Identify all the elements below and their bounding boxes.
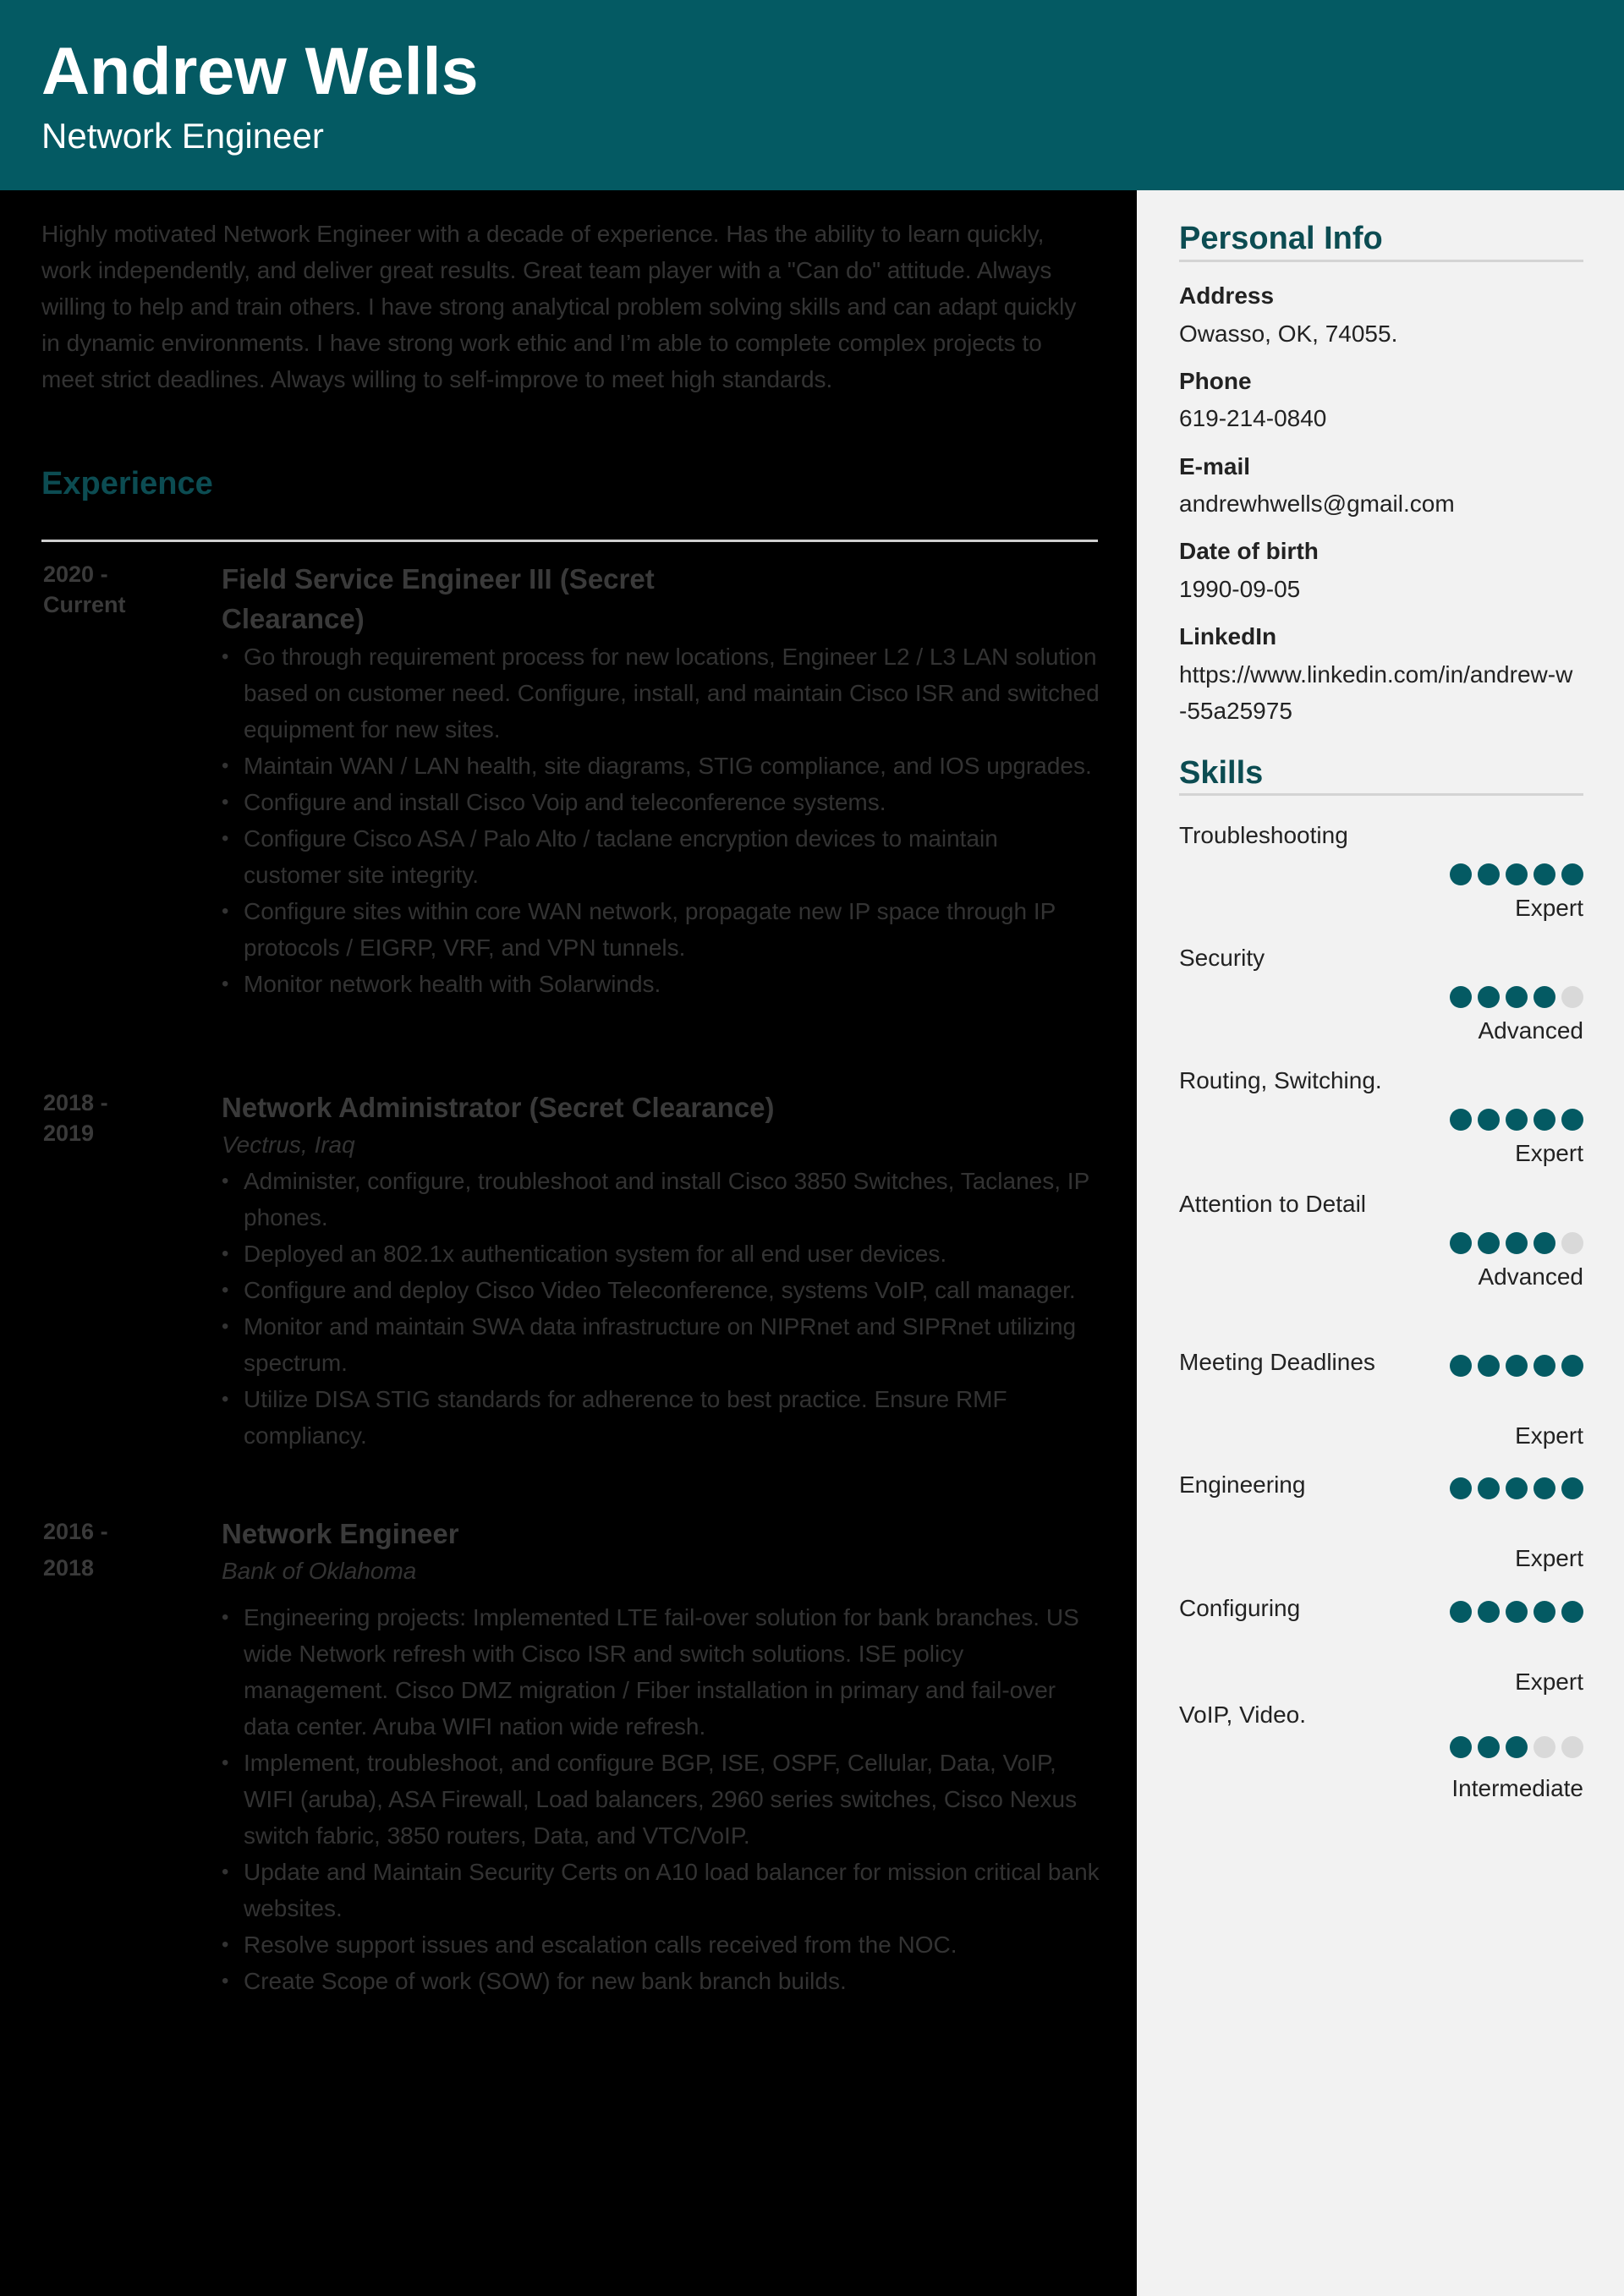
job-bullet: • Monitor and maintain SWA data infrastructure on NIPRnet and SIPRnet utilizing spectrum. — [222, 1308, 1101, 1381]
skills-divider — [1179, 793, 1583, 796]
rating-dot-filled — [1561, 1109, 1583, 1131]
skill-name: Attention to Detail — [1179, 1191, 1367, 1217]
job-dates: 2020 - Current — [43, 562, 126, 617]
rating-dot-filled — [1533, 1477, 1555, 1499]
job-bullet: • Create Scope of work (SOW) for new bank branch builds. — [222, 1963, 1101, 1999]
skill-name: Configuring — [1179, 1595, 1301, 1621]
rating-dot-filled — [1561, 863, 1583, 885]
rating-dot-filled — [1506, 1232, 1528, 1254]
job-dates: 2016 - 2018 — [43, 1519, 108, 1581]
rating-dot-filled — [1450, 986, 1472, 1008]
rating-dot-filled — [1561, 1477, 1583, 1499]
job-dates: 2018 - 2019 — [43, 1090, 108, 1146]
rating-dot-filled — [1478, 1109, 1500, 1131]
skill-rating — [1450, 1109, 1583, 1131]
rating-dot-filled — [1561, 1601, 1583, 1623]
skill-rating — [1450, 1601, 1583, 1623]
candidate-name: Andrew Wells — [41, 33, 479, 108]
job-company: Bank of Oklahoma — [222, 1558, 417, 1584]
skill-level: Expert — [1515, 1422, 1583, 1449]
job-bullet: • Administer, configure, troubleshoot and install Cisco 3850 Switches, Taclanes, IP phones. — [222, 1163, 1101, 1236]
job-bullets — [222, 1599, 1101, 1999]
rating-dot-filled — [1506, 1109, 1528, 1131]
job-bullet: • Configure sites within core WAN network, propagate new IP space through IP protocols / EIGRP, VRF, and VPN tunnels. — [222, 893, 1101, 966]
rating-dot-filled — [1450, 1355, 1472, 1377]
job-body — [222, 1088, 1101, 1454]
candidate-role: Network Engineer — [41, 116, 324, 156]
rating-dot-filled — [1478, 1477, 1500, 1499]
rating-dot-filled — [1506, 1355, 1528, 1377]
job-bullet: • Update and Maintain Security Certs on A10 load balancer for mission critical bank websites. — [222, 1854, 1101, 1926]
job-bullet: • Engineering projects: Implemented LTE fail-over solution for bank branches. US wide Network refresh with Cisco ISR and switch solutions. ISE policy management. Cisco DMZ migration / Fiber installation in primary and fail-over data center. Aruba WIFI nation wide refresh. — [222, 1599, 1101, 1745]
skill-level: Expert — [1515, 1545, 1583, 1571]
rating-dot-filled — [1506, 986, 1528, 1008]
rating-dot-filled — [1533, 1109, 1555, 1131]
skill-name: VoIP, Video. — [1179, 1701, 1306, 1728]
rating-dot-filled — [1506, 1477, 1528, 1499]
dob-value: 1990-09-05 — [1179, 576, 1301, 602]
rating-dot-filled — [1450, 1477, 1472, 1499]
job-bullet: • Utilize DISA STIG standards for adherence to best practice. Ensure RMF compliancy. — [222, 1381, 1101, 1454]
phone-value: 619-214-0840 — [1179, 405, 1327, 431]
personal-info-heading: Personal Info — [1179, 221, 1383, 256]
skill-name: Troubleshooting — [1179, 822, 1348, 848]
job-body — [222, 559, 1101, 1002]
rating-dot-filled — [1533, 1355, 1555, 1377]
job-bullet: • Go through requirement process for new locations, Engineer L2 / L3 LAN solution based on customer need. Configure, install, and maintain Cisco ISR and switched equipment for new sites. — [222, 638, 1101, 748]
resume-header — [0, 0, 1624, 190]
experience-divider — [41, 540, 1098, 542]
skill-rating — [1450, 863, 1583, 885]
rating-dot-filled — [1561, 1355, 1583, 1377]
rating-dot-filled — [1478, 1232, 1500, 1254]
skill-level: Expert — [1515, 1669, 1583, 1695]
skill-level: Intermediate — [1451, 1775, 1583, 1801]
rating-dot-filled — [1506, 1601, 1528, 1623]
address-value: Owasso, OK, 74055. — [1179, 321, 1398, 347]
job-bullet: • Deployed an 802.1x authentication system for all end user devices. — [222, 1236, 1101, 1272]
rating-dot-filled — [1450, 1601, 1472, 1623]
rating-dot-filled — [1506, 863, 1528, 885]
rating-dot-filled — [1533, 1601, 1555, 1623]
skill-name: Routing, Switching. — [1179, 1067, 1382, 1093]
address-label: Address — [1179, 282, 1275, 309]
skill-name: Engineering — [1179, 1471, 1306, 1498]
job-bullets — [222, 638, 1101, 1002]
job-bullet: • Configure and install Cisco Voip and teleconference systems. — [222, 784, 1101, 820]
skill-rating — [1450, 1355, 1583, 1377]
skills-heading: Skills — [1179, 755, 1264, 791]
linkedin-value: https://www.linkedin.com/in/andrew-w-55a25975 — [1179, 661, 1573, 724]
sidebar — [1137, 190, 1624, 2296]
rating-dot-filled — [1478, 863, 1500, 885]
summary-text: Highly motivated Network Engineer with a decade of experience. Has the ability to learn quickly, work independently, and deliver great results. Great team player with a "Can do" attitude. Always willing to help and train others. I have strong analytical problem solving skills and can adapt quickly in dynamic environments. I have strong work ethic and I’m able to complete complex projects to meet strict deadlines. Always willing to self-improve to meet high standards. — [41, 221, 1077, 392]
skill-rating — [1450, 986, 1583, 1008]
job-title: Network Administrator (Secret Clearance) — [222, 1092, 775, 1123]
rating-dot-filled — [1533, 863, 1555, 885]
rating-dot-filled — [1478, 1736, 1500, 1758]
rating-dot-filled — [1533, 986, 1555, 1008]
job-bullet: • Monitor network health with Solarwinds. — [222, 966, 1101, 1002]
rating-dot-filled — [1450, 863, 1472, 885]
skill-level: Advanced — [1478, 1263, 1583, 1290]
email-label: E-mail — [1179, 453, 1251, 479]
rating-dot-filled — [1450, 1736, 1472, 1758]
skill-level: Expert — [1515, 1140, 1583, 1166]
rating-dot-filled — [1478, 1601, 1500, 1623]
job-bullet: • Configure Cisco ASA / Palo Alto / taclane encryption devices to maintain customer site integrity. — [222, 820, 1101, 893]
skill-level: Advanced — [1478, 1017, 1583, 1044]
rating-dot-empty — [1561, 1232, 1583, 1254]
job-bullet: • Maintain WAN / LAN health, site diagrams, STIG compliance, and IOS upgrades. — [222, 748, 1101, 784]
rating-dot-empty — [1561, 986, 1583, 1008]
job-title: Field Service Engineer III (Secret Clearance) — [222, 563, 655, 634]
rating-dot-filled — [1478, 1355, 1500, 1377]
rating-dot-filled — [1450, 1109, 1472, 1131]
dob-label: Date of birth — [1179, 538, 1319, 564]
skill-rating — [1450, 1232, 1583, 1254]
rating-dot-empty — [1533, 1736, 1555, 1758]
job-bullet: • Configure and deploy Cisco Video Teleconference, systems VoIP, call manager. — [222, 1272, 1101, 1308]
experience-heading: Experience — [41, 466, 213, 501]
job-bullet: • Resolve support issues and escalation calls received from the NOC. — [222, 1926, 1101, 1963]
skill-level: Expert — [1515, 895, 1583, 921]
personal-info-divider — [1179, 260, 1583, 262]
email-value: andrewhwells@gmail.com — [1179, 490, 1455, 517]
job-company: Vectrus, Iraq — [222, 1132, 355, 1158]
job-bullets — [222, 1163, 1101, 1454]
phone-label: Phone — [1179, 368, 1252, 394]
rating-dot-filled — [1533, 1232, 1555, 1254]
rating-dot-filled — [1478, 986, 1500, 1008]
rating-dot-empty — [1561, 1736, 1583, 1758]
skill-name: Meeting Deadlines — [1179, 1349, 1375, 1375]
job-body — [222, 1514, 1101, 1999]
skill-rating — [1450, 1736, 1583, 1758]
skill-rating — [1450, 1477, 1583, 1499]
rating-dot-filled — [1506, 1736, 1528, 1758]
rating-dot-filled — [1450, 1232, 1472, 1254]
skill-name: Security — [1179, 945, 1265, 971]
job-title: Network Engineer — [222, 1518, 459, 1549]
linkedin-label: LinkedIn — [1179, 623, 1277, 649]
main-column — [0, 190, 1137, 2296]
job-bullet: • Implement, troubleshoot, and configure BGP, ISE, OSPF, Cellular, Data, VoIP, WIFI (aruba), ASA Firewall, Load balancers, 2960 series switches, Cisco Nexus switch fabric, 3850 routers, Data, and VTC/VoIP. — [222, 1745, 1101, 1854]
